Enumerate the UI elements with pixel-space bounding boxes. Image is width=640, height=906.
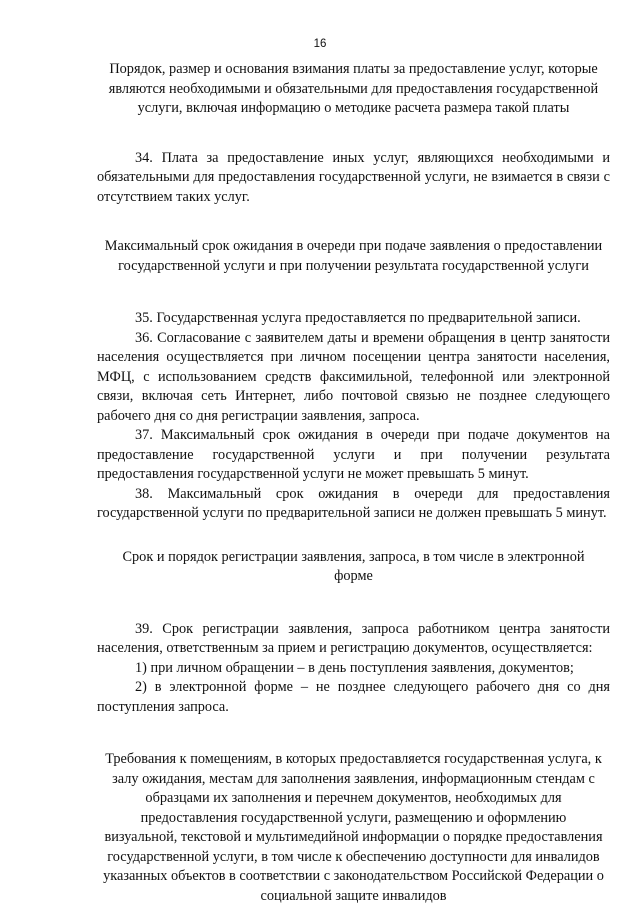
spacer (97, 276, 610, 309)
spacer (97, 119, 610, 149)
spacer (97, 524, 610, 548)
page-number: 16 (313, 38, 327, 50)
paragraph-37: 37. Максимальный срок ожидания в очереди при подаче документов на предоставление государственной услуги и при получении результата предоставления государственной услуги не может превышать 5 минут. (97, 427, 610, 482)
paragraph-39-item-1: 1) при личном обращении – в день поступления заявления, документов; (135, 659, 574, 676)
page-content (97, 60, 610, 906)
section-heading-premises: Требования к помещениям, в которых предоставляется государственная услуга, к залу ожидания, местам для заполнения заявления, информационным стендам с образцами их заполнения и перечнем документов, необходимых для предоставления государственной услуги, размещению и оформлению визуальной, текстовой и мультимедийной информации о порядке предоставления государственной услуги, в том числе к обеспечению доступности для инвалидов указанных объектов в соответствии с законодательством Российской Федерации о социальной защите инвалидов (103, 751, 604, 904)
spacer (97, 207, 610, 237)
section-heading-waiting-time: Максимальный срок ожидания в очереди при подаче заявления о предоставлении государственной услуги и при получении результата государственной услуги (104, 238, 603, 274)
paragraph-35: 35. Государственная услуга предоставляется по предварительной записи. (135, 310, 581, 326)
section-heading-fees: Порядок, размер и основания взимания платы за предоставление услуг, которые являются необходимыми и обязательными для предоставления государственной услуги, включая информацию о методике расчета размера такой платы (108, 61, 599, 116)
paragraph-38: 38. Максимальный срок ожидания в очереди для предоставления государственной услуги по предварительной записи не должен превышать 5 минут. (97, 485, 610, 521)
paragraph-36: 36. Согласование с заявителем даты и времени обращения в центр занятости населения осуществляется при личном посещении центра занятости населения, МФЦ, с использованием средств факсимильной, телефонной или электронной связи, включая сеть Интернет, либо почтовой связью не позднее следующего рабочего дня со дня регистрации заявления, запроса. (97, 329, 610, 424)
spacer (97, 717, 610, 750)
spacer (97, 587, 610, 620)
paragraph-39: 39. Срок регистрации заявления, запроса работником центра занятости населения, ответственным за прием и регистрацию документов, осуществляется: (97, 620, 610, 656)
section-heading-registration: Срок и порядок регистрации заявления, запроса, в том числе в электронной форме (122, 548, 585, 584)
paragraph-39-item-2: 2) в электронной форме – не позднее следующего рабочего дня со дня поступления запроса. (97, 679, 610, 715)
paragraph-34: 34. Плата за предоставление иных услуг, являющихся необходимыми и обязательными для предоставления государственной услуги, не взимается в связи с отсутствием таких услуг. (97, 149, 610, 205)
